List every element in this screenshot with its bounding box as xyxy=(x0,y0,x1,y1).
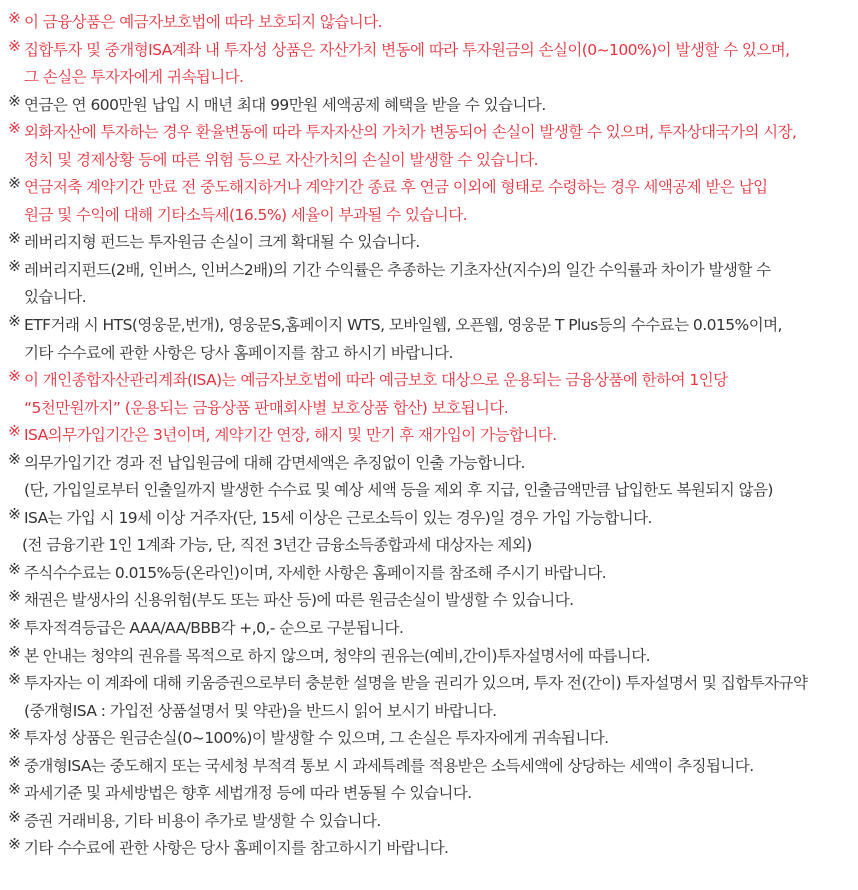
notice-item xyxy=(8,808,854,836)
reference-mark-icon: ※ xyxy=(8,615,21,634)
reference-mark-icon: ※ xyxy=(8,91,21,110)
notice-item xyxy=(8,725,854,753)
notice-item xyxy=(8,92,854,120)
reference-mark-icon: ※ xyxy=(8,752,21,771)
notice-text: 레버리지펀드(2배, 인버스, 인버스2배)의 기간 수익률은 추종하는 기초자산(지수)의 일간 수익률과 차이가 발생할 수 xyxy=(24,260,771,279)
reference-mark-icon: ※ xyxy=(8,780,21,799)
notice-text: 레버리지형 펀드는 투자원금 손실이 크게 확대될 수 있습니다. xyxy=(24,233,420,252)
reference-mark-icon: ※ xyxy=(8,367,21,386)
notice-text: ETF거래 시 HTS(영웅문,번개), 영웅문S,홈페이지 WTS, 모바일웹, 오픈웹, 영웅문 T Plus등의 수수료는 0.015%이며, xyxy=(24,316,782,335)
notice-text: 연금저축 계약기간 만료 전 중도해지하거나 계약기간 종료 후 연금 이외에 형태로 수령하는 경우 세액공제 받은 납입 xyxy=(24,178,768,197)
disclaimer-notice-list xyxy=(8,9,854,863)
reference-mark-icon: ※ xyxy=(8,449,21,468)
notice-text: 투자자는 이 계좌에 대해 키움증권으로부터 충분한 설명을 받을 권리가 있으며, 투자 전(간이) 투자설명서 및 집합투자규약 xyxy=(24,674,808,693)
notice-text: “5천만원까지” (운용되는 금융상품 판매회사별 보호상품 합산) 보호됩니다. xyxy=(24,398,509,417)
notice-item xyxy=(8,753,854,781)
notice-text: 투자적격등급은 AAA/AA/BBB각 +,0,- 순으로 구분됩니다. xyxy=(24,619,404,638)
reference-mark-icon: ※ xyxy=(8,835,21,854)
notice-text: 기타 수수료에 관한 사항은 당사 홈페이지를 참고 하시기 바랍니다. xyxy=(24,343,453,362)
notice-item xyxy=(8,422,854,450)
notice-text: (단, 가입일로부터 인출일까지 발생한 수수료 및 예상 세액 등을 제외 후 지급, 인출금액만큼 납입한도 복원되지 않음) xyxy=(24,481,773,500)
notice-item xyxy=(8,560,854,588)
notice-text: 과세기준 및 과세방법은 향후 세법개정 등에 따라 변동될 수 있습니다. xyxy=(24,784,472,803)
notice-text: 채권은 발생사의 신용위험(부도 또는 파산 등)에 따른 원금손실이 발생할 수 있습니다. xyxy=(24,591,574,610)
reference-mark-icon: ※ xyxy=(8,312,21,331)
notice-text: 의무가입기간 경과 전 납입원금에 대해 감면세액은 추징없이 인출 가능합니다. xyxy=(24,453,525,472)
notice-item xyxy=(8,670,854,725)
notice-item xyxy=(8,643,854,671)
reference-mark-icon: ※ xyxy=(8,670,21,689)
notice-text: (중개형ISA : 가입전 상품설명서 및 약관)을 반드시 읽어 보시기 바랍니다. xyxy=(24,701,497,720)
reference-mark-icon: ※ xyxy=(8,174,21,193)
reference-mark-icon: ※ xyxy=(8,36,21,55)
notice-text: 투자성 상품은 원금손실(0~100%)이 발생할 수 있으며, 그 손실은 투자자에게 귀속됩니다. xyxy=(24,729,609,748)
reference-mark-icon: ※ xyxy=(8,422,21,441)
notice-text: ISA의무가입기간은 3년이며, 계약기간 연장, 해지 및 만기 후 재가입이 가능합니다. xyxy=(24,426,557,445)
reference-mark-icon: ※ xyxy=(8,256,21,275)
notice-text: 집합투자 및 중개형ISA계좌 내 투자성 상품은 자산가치 변동에 따라 투자원금의 손실이(0~100%)이 발생할 수 있으며, xyxy=(24,40,790,59)
reference-mark-icon: ※ xyxy=(8,587,21,606)
notice-item xyxy=(8,119,854,174)
notice-text: 중개형ISA는 중도해지 또는 국세청 부적격 통보 시 과세특례를 적용받은 소득세액에 상당하는 세액이 추징됩니다. xyxy=(24,756,754,775)
notice-text: 이 금융상품은 예금자보호법에 따라 보호되지 않습니다. xyxy=(24,13,382,31)
notice-text: 연금은 연 600만원 납입 시 매년 최대 99만원 세액공제 혜택을 받을 수 있습니다. xyxy=(24,95,546,114)
notice-item xyxy=(8,312,854,367)
reference-mark-icon: ※ xyxy=(8,725,21,744)
reference-mark-icon: ※ xyxy=(8,807,21,826)
notice-text: 그 손실은 투자자에게 귀속됩니다. xyxy=(24,68,244,87)
reference-mark-icon: ※ xyxy=(8,504,21,523)
notice-text: (전 금융기관 1인 1계좌 가능, 단, 직전 3년간 금융소득종합과세 대상자는 제외) xyxy=(22,536,532,555)
notice-item xyxy=(8,835,854,863)
notice-item xyxy=(8,37,854,92)
notice-item xyxy=(8,9,854,37)
notice-text: 있습니다. xyxy=(24,288,87,307)
notice-text: 이 개인종합자산관리계좌(ISA)는 예금자보호법에 따라 예금보호 대상으로 운용되는 금융상품에 한하여 1인당 xyxy=(24,371,728,390)
reference-mark-icon: ※ xyxy=(8,229,21,248)
notice-item xyxy=(8,505,854,560)
notice-text: 외화자산에 투자하는 경우 환율변동에 따라 투자자산의 가치가 변동되어 손실이 발생할 수 있으며, 투자상대국가의 시장, xyxy=(24,123,797,142)
notice-text: 기타 수수료에 관한 사항은 당사 홈페이지를 참고하시기 바랍니다. xyxy=(24,839,449,858)
notice-item xyxy=(8,257,854,312)
reference-mark-icon: ※ xyxy=(8,642,21,661)
notice-text: 주식수수료는 0.015%등(온라인)이며, 자세한 사항은 홈페이지를 참조해 주시기 바랍니다. xyxy=(24,563,607,582)
notice-text: 본 안내는 청약의 권유를 목적으로 하지 않으며, 청약의 권유는(예비,간이)투자설명서에 따릅니다. xyxy=(24,646,651,665)
notice-text: ISA는 가입 시 19세 이상 거주자(단, 15세 이상은 근로소득이 있는 경우)일 경우 가입 가능합니다. xyxy=(24,508,652,527)
notice-text: 원금 및 수익에 대해 기타소득세(16.5%) 세율이 부과될 수 있습니다. xyxy=(24,205,468,224)
notice-item xyxy=(8,780,854,808)
notice-item xyxy=(8,587,854,615)
notice-item xyxy=(8,174,854,229)
notice-item xyxy=(8,615,854,643)
notice-text: 증권 거래비용, 기타 비용이 추가로 발생할 수 있습니다. xyxy=(24,811,381,830)
notice-item xyxy=(8,450,854,505)
notice-text: 정치 및 경제상황 등에 따른 위험 등으로 자산가치의 손실이 발생할 수 있습니다. xyxy=(24,150,539,169)
reference-mark-icon: ※ xyxy=(8,559,21,578)
notice-item xyxy=(8,229,854,257)
reference-mark-icon: ※ xyxy=(8,9,21,27)
reference-mark-icon: ※ xyxy=(8,119,21,138)
notice-item xyxy=(8,367,854,422)
